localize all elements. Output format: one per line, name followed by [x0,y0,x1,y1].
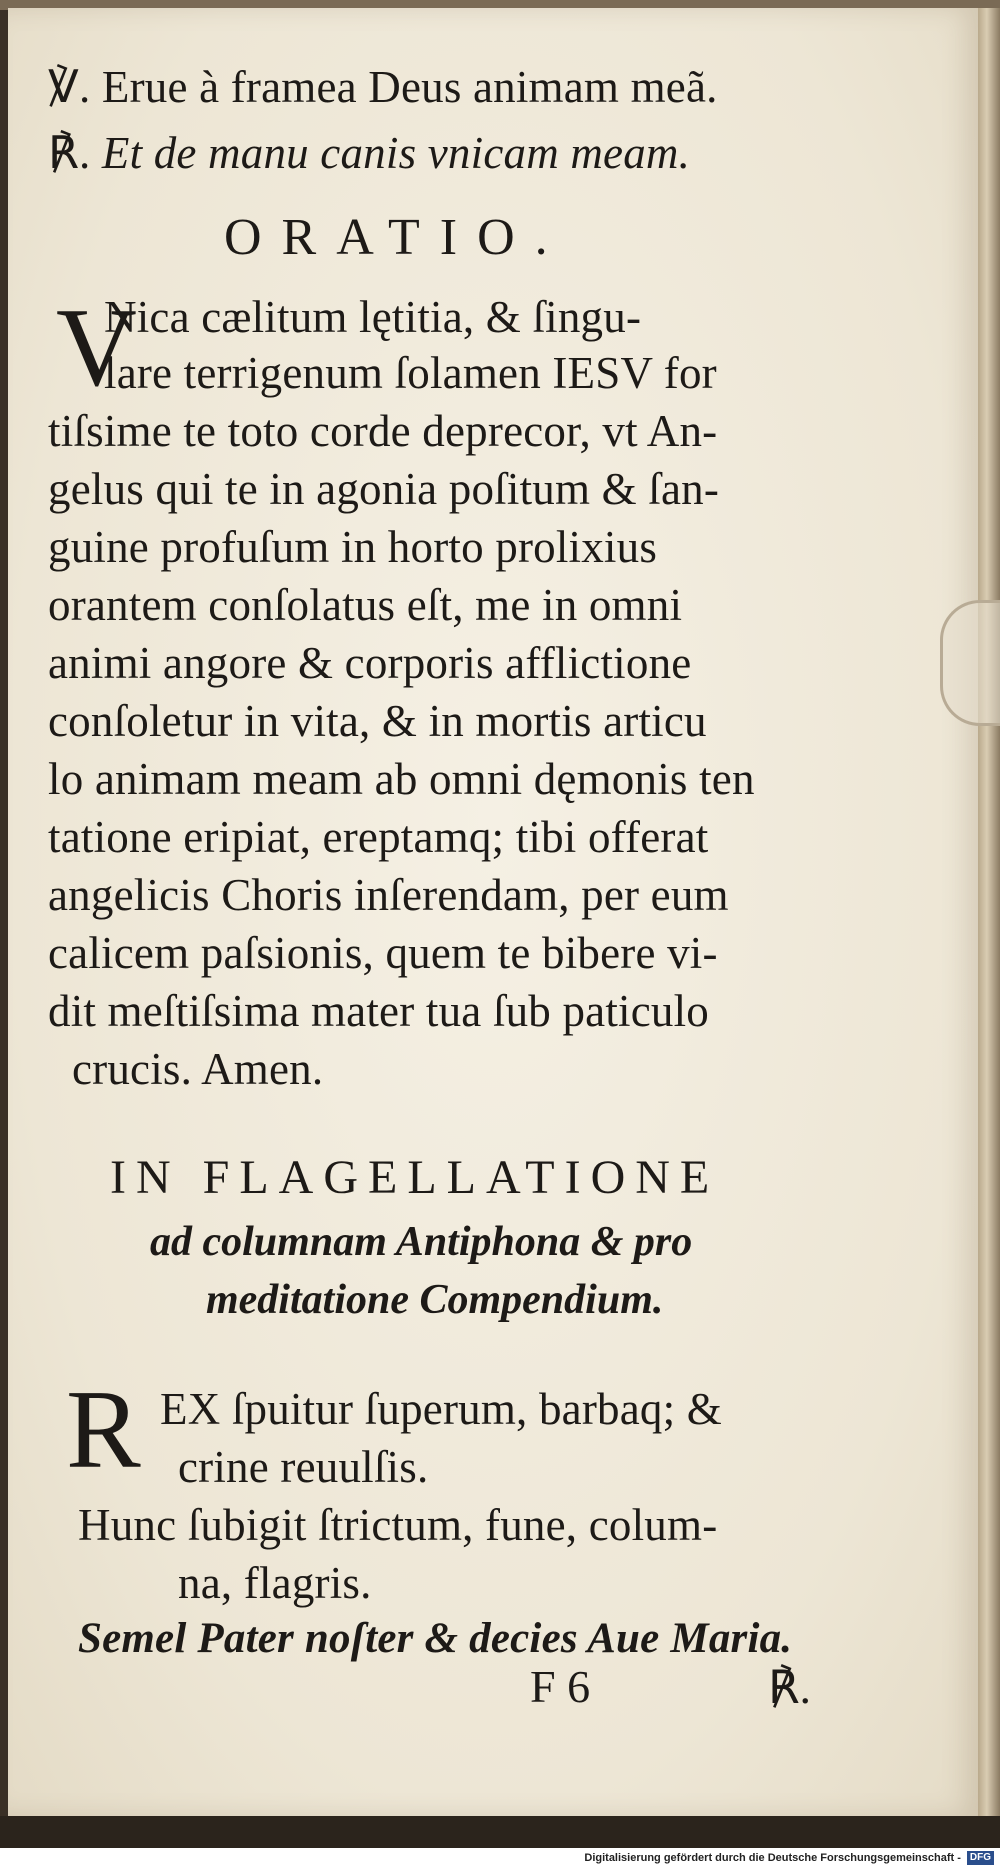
flagellatione-subtitle: ad columnam Antiphona & pro [150,1219,693,1265]
footer-credit: Digitalisierung gefördert durch die Deutsche Forschungsgemeinschaft - [584,1852,961,1864]
oratio-line: lo animam meam ab omni dęmonis ten [48,754,755,804]
response-text: Et de manu canis vnicam meam. [101,128,691,178]
oratio-line: Nica cælitum lętitia, & ſingu- [104,292,642,342]
oratio-line: lare terrigenum ſolamen IESV for [104,348,717,398]
oratio-line: calicem paſsionis, quem te bibere vi- [48,928,718,978]
oratio-line: tiſsime te toto corde deprecor, vt An- [48,406,718,456]
dfg-logo: DFG [967,1851,994,1865]
verse-dropcap: R [66,1368,141,1492]
response-line [48,128,690,178]
oratio-line: guine profuſum in horto prolixius [48,522,658,572]
flagellatione-subtitle: meditatione Compendium. [206,1277,664,1323]
verse-line: na, flagris. [178,1558,372,1608]
oratio-heading: ORATIO. [224,209,568,266]
versicle-text: Erue à framea Deus animam meã. [101,62,718,112]
catchword: ℟. [768,1662,811,1713]
book-clasp [940,600,1000,726]
oratio-line: crucis. Amen. [72,1044,324,1094]
verse-line: Hunc ſubigit ſtrictum, fune, colum- [78,1500,718,1550]
response-symbol: ℟. [48,128,91,178]
oratio-line: animi angore & corporis afflictione [48,638,692,688]
oratio-line: orantem conſolatus eſt, me in omni [48,580,683,630]
verse-rubric: Semel Pater noſter & decies Aue Maria. [78,1615,793,1662]
versicle-symbol: ℣. [48,62,91,112]
oratio-dropcap: V [56,286,137,410]
page-edge [978,8,1000,1816]
oratio-line: gelus qui te in agonia poſitum & ſan- [48,464,720,514]
oratio-line: dit meſtiſsima mater tua ſub paticulo [48,986,709,1036]
flagellatione-heading: IN FLAGELLATIONE [110,1151,720,1204]
verse-line: crine reuulſis. [178,1442,429,1492]
oratio-line: angelicis Choris inſerendam, per eum [48,870,729,920]
oratio-line: tatione eripiat, ereptamq; tibi offerat [48,812,709,862]
signature-mark: F 6 [530,1661,591,1712]
oratio-line: conſoletur in vita, & in mortis articu [48,696,707,746]
verse-line: EX ſpuitur ſuperum, barbaq; & [160,1384,722,1434]
digitization-footer [0,1848,1000,1868]
versicle-line [48,62,718,112]
